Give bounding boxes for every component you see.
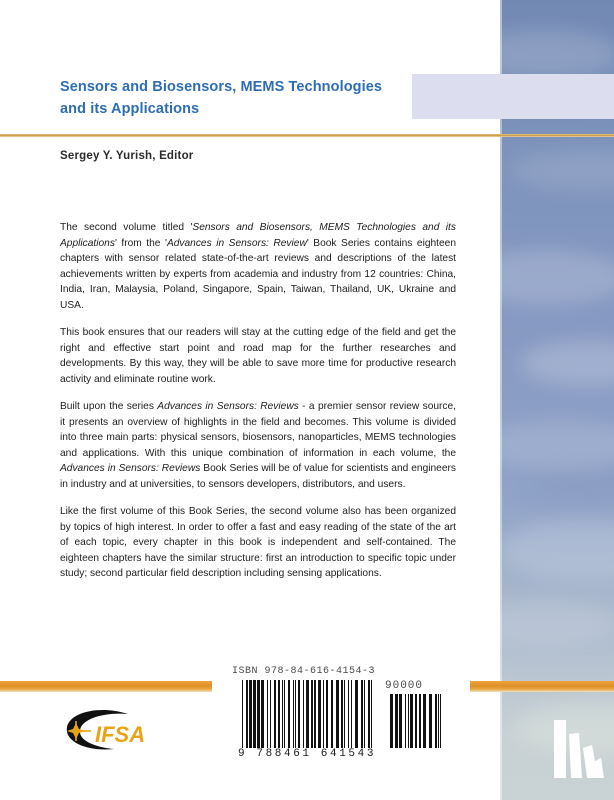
cloud-texture	[500, 420, 614, 470]
sky-side-panel	[500, 0, 614, 800]
cloud-texture	[500, 30, 614, 78]
orange-rule-right	[470, 681, 614, 692]
svg-text:IFSA: IFSA	[95, 722, 146, 747]
cloud-texture	[510, 150, 614, 190]
barcode-addon-value: 90000	[385, 680, 424, 692]
panel-left-edge	[500, 0, 502, 800]
blurb-paragraph: Like the first volume of this Book Series, the second volume also has been organized by topics of high interest. In order to offer a fast and easy reading of the state of the art of each topic, every chapter in this book is independent and self-contained. The eighteen chapters have the similar structure: first an introduction to specific topic under study; second particular field description including sensing applications.	[60, 506, 456, 579]
blurb-paragraph: The second volume titled 'Sensors and Biosensors, MEMS Technologies and its Applications' from the 'Advances in Sensors: Review' Book Series contains eighteen chapters with sensor related state-of-the-art reviews and descriptions of the latest achievements written by experts from academia and industry from 12 countries: China, India, Iran, Malaysia, Poland, Singapore, Spain, Taiwan, Thailand, UK, Ukraine and USA.	[60, 222, 456, 311]
title-divider-rule	[0, 134, 614, 137]
blurb-paragraph: This book ensures that our readers will stay at the cutting edge of the field and get the right and effective start point and road map for the further researches and developments. By this way, they will be able to save more time for productive research activity and eliminate routine work.	[60, 327, 456, 385]
title-line-1: Sensors and Biosensors, MEMS Technologies	[60, 79, 383, 95]
ean13-digits: 9 788461 641543	[238, 748, 377, 760]
cloud-texture	[530, 470, 614, 504]
orange-rule-left	[0, 681, 212, 692]
ifsa-swoosh-icon	[62, 706, 162, 758]
ifsa-publisher-logo	[62, 706, 162, 758]
title-line-2: and its Applications	[60, 101, 200, 118]
lavender-accent-band	[412, 74, 614, 119]
isbn-label: ISBN 978-84-616-4154-3	[232, 666, 376, 677]
ean13-bars	[242, 680, 374, 748]
cloud-texture	[500, 600, 614, 645]
cloud-texture	[520, 340, 614, 386]
cloud-texture	[500, 520, 614, 580]
page-title	[60, 76, 410, 121]
blurb-paragraph: Built upon the series Advances in Sensors: Reviews - a premier sensor review source, it presents an overview of highlights in the field and becomes. This volume is divided into three main parts: physical sensors, biosensors, nanoparticles, MEMS technologies and applications. With this unique combination of information in each volume, the Advances in Sensors: Reviews Book Series will be of value for scientists and engineers in industry and at universities, to sensors developers, distributors, and users.	[60, 401, 457, 490]
leaning-books-logo	[548, 712, 604, 786]
ean5-bars	[390, 694, 442, 748]
editor-credit: Sergey Y. Yurish, Editor	[60, 150, 194, 162]
leaning-books-icon	[548, 712, 604, 786]
back-cover-blurb	[60, 220, 456, 582]
isbn-barcode	[228, 666, 460, 766]
cloud-texture	[500, 250, 614, 305]
